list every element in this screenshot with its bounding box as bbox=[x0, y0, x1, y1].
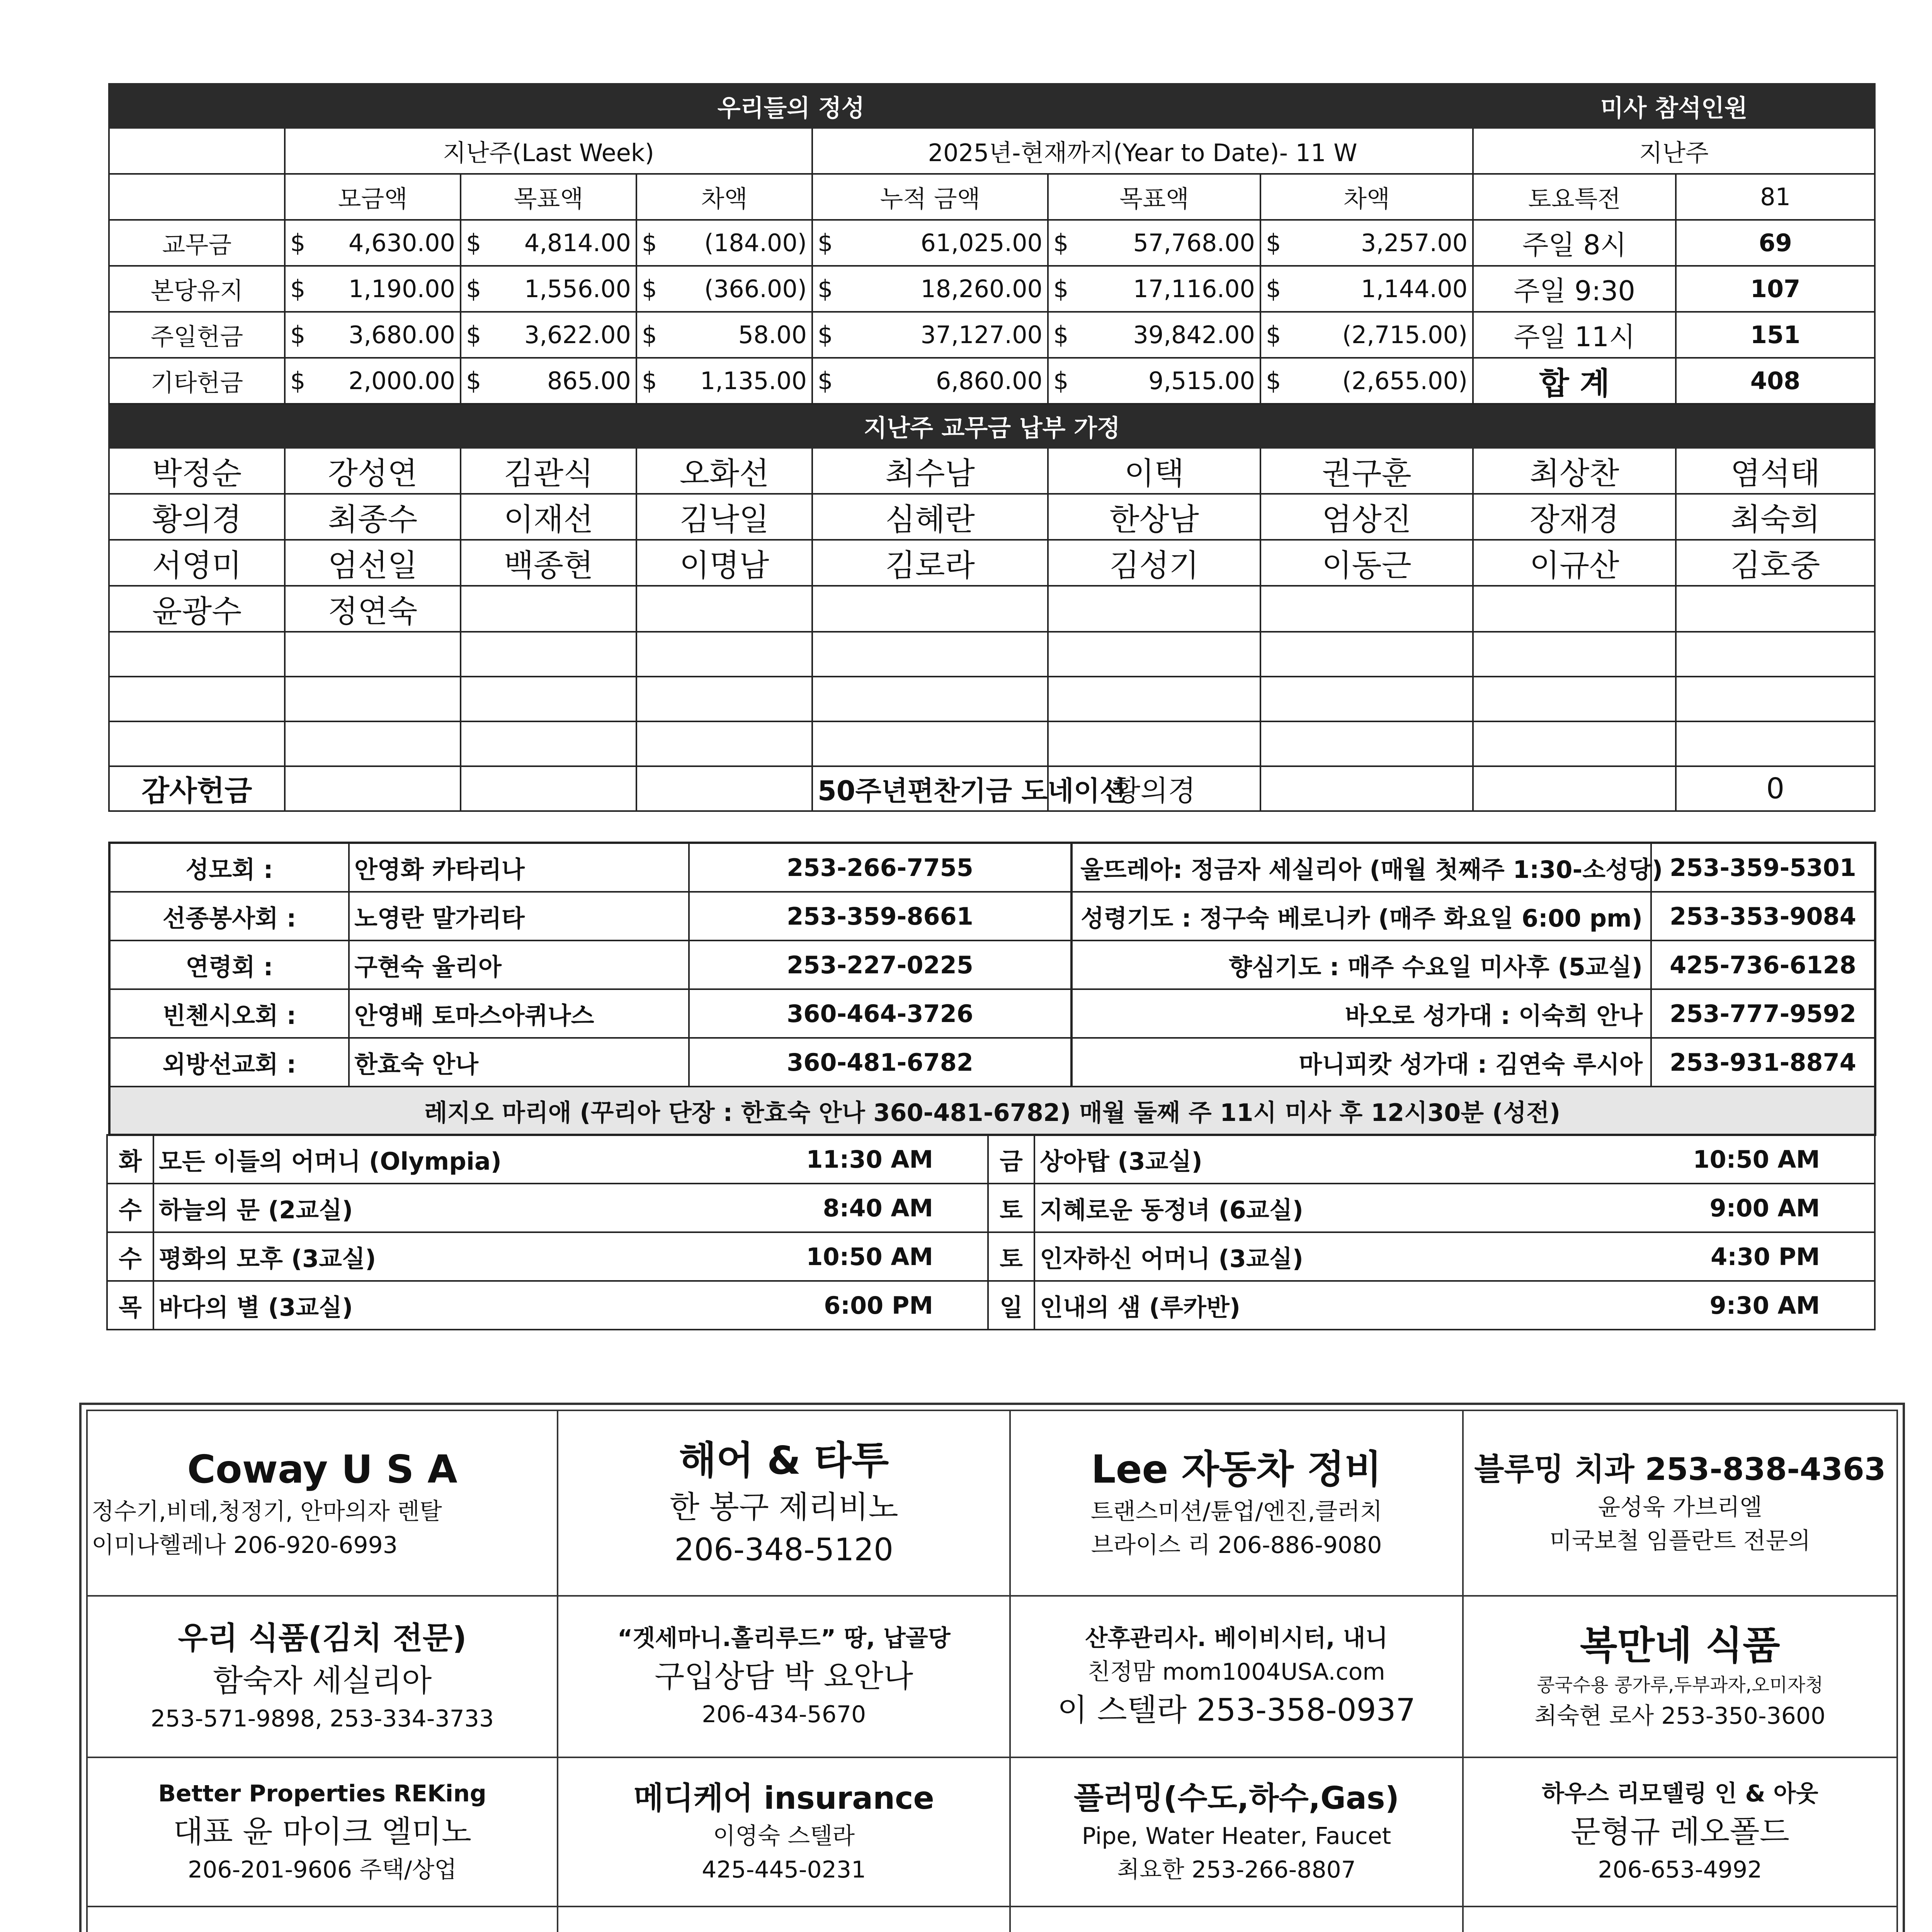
ad-title: Better Properties REKing bbox=[158, 1780, 486, 1807]
ytd-goal-value: 17,116.00 bbox=[1133, 275, 1255, 303]
schedule-row bbox=[107, 1184, 1875, 1232]
ad-card bbox=[558, 1596, 1010, 1757]
mass-count: 151 bbox=[1676, 312, 1875, 358]
currency-symbol: $ bbox=[290, 229, 306, 257]
family-name bbox=[1048, 586, 1260, 632]
lw-diff bbox=[636, 312, 812, 358]
finance-row bbox=[109, 358, 1875, 404]
currency-symbol: $ bbox=[466, 321, 481, 349]
ytd-diff-value: 1,144.00 bbox=[1361, 275, 1468, 303]
currency-symbol: $ bbox=[1053, 229, 1069, 257]
org-leader: 한효숙 안나 bbox=[349, 1038, 689, 1087]
family-name: 백종현 bbox=[461, 540, 636, 586]
ad-title: 메디케어 insurance bbox=[633, 1780, 934, 1816]
lw-goal bbox=[461, 220, 636, 266]
currency-symbol: $ bbox=[818, 321, 833, 349]
mass-label: 토요특전 bbox=[1473, 174, 1676, 220]
org-phone: 253-227-0225 bbox=[689, 940, 1071, 989]
empty-row bbox=[109, 677, 1875, 721]
currency-symbol: $ bbox=[1053, 367, 1069, 395]
ad-line: 미국보철 임플란트 전문의 bbox=[1549, 1527, 1811, 1554]
thanks-row bbox=[109, 766, 1875, 811]
ad-title: “겟세마니.홀리루드” 땅, 납골당 bbox=[617, 1624, 951, 1652]
ad-card bbox=[558, 1757, 1010, 1907]
ad-line: 최숙현 로사 253-350-3600 bbox=[1534, 1702, 1826, 1730]
ad-line: 253-571-9898, 253-334-3733 bbox=[150, 1705, 494, 1733]
ad-title: Lee 자동차 정비 bbox=[1091, 1447, 1382, 1492]
lw-diff bbox=[636, 358, 812, 404]
family-name: 권구훈 bbox=[1260, 448, 1473, 494]
family-name: 최수남 bbox=[812, 448, 1048, 494]
family-name bbox=[461, 586, 636, 632]
currency-symbol: $ bbox=[818, 229, 833, 257]
ad-card bbox=[1463, 1906, 1897, 1932]
mass-count: 107 bbox=[1676, 266, 1875, 312]
ad-card bbox=[558, 1906, 1010, 1932]
ad-row bbox=[87, 1596, 1897, 1757]
ytd-diff bbox=[1260, 312, 1473, 358]
ytd-cumulative bbox=[812, 266, 1048, 312]
family-name: 윤광수 bbox=[109, 586, 285, 632]
finance-title: 우리들의 정성 bbox=[109, 84, 1473, 128]
ytd-goal-value: 57,768.00 bbox=[1133, 229, 1255, 257]
mass-count: 69 bbox=[1676, 220, 1875, 266]
currency-symbol: $ bbox=[1053, 275, 1069, 303]
praesidium-name: 하늘의 문 (2교실) bbox=[153, 1184, 791, 1232]
family-name: 김성기 bbox=[1048, 540, 1260, 586]
schedule-day: 토 bbox=[988, 1184, 1034, 1232]
ytd-cumulative-value: 61,025.00 bbox=[920, 229, 1043, 257]
ad-title: 우리 식품(김치 전문) bbox=[178, 1620, 467, 1656]
ytd-cumulative bbox=[812, 312, 1048, 358]
org-leader: 안영배 토마스아퀴나스 bbox=[349, 989, 689, 1038]
ads-section bbox=[79, 1403, 1905, 1932]
family-name: 엄선일 bbox=[285, 540, 461, 586]
schedule-day: 목 bbox=[107, 1281, 153, 1330]
ad-title: Coway U S A bbox=[187, 1447, 457, 1492]
empty-row bbox=[109, 721, 1875, 766]
org-row bbox=[109, 940, 1875, 989]
currency-symbol: $ bbox=[1266, 275, 1281, 303]
family-name: 이택 bbox=[1048, 448, 1260, 494]
ad-line: 구입상담 박 요안나 bbox=[655, 1658, 913, 1694]
currency-symbol: $ bbox=[642, 321, 657, 349]
lw-goal-value: 865.00 bbox=[547, 367, 631, 395]
org-right-text: 울뜨레아: 정금자 세실리아 (매월 첫째주 1:30-소성당) bbox=[1071, 843, 1651, 892]
ad-card bbox=[1010, 1906, 1463, 1932]
ad-line: 브라이스 리 206-886-9080 bbox=[1091, 1532, 1382, 1559]
lw-collected-value: 3,680.00 bbox=[348, 321, 455, 349]
family-name: 이재선 bbox=[461, 494, 636, 540]
ytd-diff bbox=[1260, 220, 1473, 266]
lw-collected-value: 1,190.00 bbox=[348, 275, 455, 303]
org-leader: 노영란 말가리타 bbox=[349, 892, 689, 940]
meeting-time: 6:00 PM bbox=[791, 1281, 988, 1330]
total-count: 408 bbox=[1676, 358, 1875, 404]
family-name: 정연숙 bbox=[285, 586, 461, 632]
legio-row bbox=[109, 1087, 1875, 1135]
ad-line: 206-653-4992 bbox=[1598, 1856, 1762, 1883]
family-name: 박정순 bbox=[109, 448, 285, 494]
mass-label: 주일 8시 bbox=[1473, 220, 1676, 266]
meeting-time: 10:50 AM bbox=[1672, 1135, 1875, 1184]
currency-symbol: $ bbox=[1266, 321, 1281, 349]
currency-symbol: $ bbox=[290, 321, 306, 349]
praesidium-name: 상아탑 (3교실) bbox=[1034, 1135, 1672, 1184]
ad-line: 206-348-5120 bbox=[674, 1532, 894, 1568]
org-right-text: 성령기도 : 정구숙 베로니카 (매주 화요일 6:00 pm) bbox=[1071, 892, 1651, 940]
family-name: 최숙희 bbox=[1676, 494, 1875, 540]
ytd-goal bbox=[1048, 220, 1260, 266]
org-right-phone: 253-353-9084 bbox=[1651, 892, 1875, 940]
organizations-table bbox=[108, 842, 1876, 1136]
lw-diff-value: 58.00 bbox=[738, 321, 807, 349]
org-row bbox=[109, 892, 1875, 940]
currency-symbol: $ bbox=[1053, 321, 1069, 349]
ad-line: 친정맘 mom1004USA.com bbox=[1088, 1658, 1385, 1685]
ad-line: 콩국수용 콩가루,두부과자,오미자청 bbox=[1537, 1674, 1823, 1696]
org-right-text: 바오로 성가대 : 이숙희 안나 bbox=[1071, 989, 1651, 1038]
ad-card bbox=[87, 1410, 558, 1596]
lw-collected bbox=[285, 358, 461, 404]
col-cumulative: 누적 금액 bbox=[812, 174, 1048, 220]
ad-line: 함숙자 세실리아 bbox=[213, 1663, 432, 1699]
ytd-goal bbox=[1048, 312, 1260, 358]
ytd-goal bbox=[1048, 266, 1260, 312]
org-leader: 안영화 카타리나 bbox=[349, 843, 689, 892]
ad-card bbox=[87, 1906, 558, 1932]
ad-title: 복만네 식품 bbox=[1580, 1623, 1780, 1668]
col-diff-ytd: 차액 bbox=[1260, 174, 1473, 220]
ad-row bbox=[87, 1410, 1897, 1596]
finance-header-bar bbox=[109, 84, 1875, 128]
lw-diff-value: (366.00) bbox=[704, 275, 807, 303]
currency-symbol: $ bbox=[466, 229, 481, 257]
finance-table bbox=[108, 83, 1876, 812]
meeting-time: 10:50 AM bbox=[791, 1232, 988, 1281]
ad-card bbox=[1010, 1596, 1463, 1757]
family-row bbox=[109, 586, 1875, 632]
lw-goal bbox=[461, 312, 636, 358]
currency-symbol: $ bbox=[642, 367, 657, 395]
lw-diff-value: (184.00) bbox=[704, 229, 807, 257]
category-label: 기타헌금 bbox=[109, 358, 285, 404]
ad-line: 윤성욱 가브리엘 bbox=[1598, 1493, 1762, 1521]
ytd-diff-value: 3,257.00 bbox=[1361, 229, 1468, 257]
col-diff: 차액 bbox=[636, 174, 812, 220]
org-phone: 253-266-7755 bbox=[689, 843, 1071, 892]
last-week-header: 지난주(Last Week) bbox=[285, 128, 812, 174]
family-name: 이규산 bbox=[1473, 540, 1676, 586]
ad-card bbox=[1010, 1410, 1463, 1596]
lw-goal bbox=[461, 358, 636, 404]
ad-title: 산후관리사. 베이비시터, 내니 bbox=[1085, 1624, 1388, 1652]
lw-collected bbox=[285, 312, 461, 358]
family-row bbox=[109, 540, 1875, 586]
org-right-phone: 253-359-5301 bbox=[1651, 843, 1875, 892]
ad-card bbox=[1463, 1410, 1897, 1596]
family-name: 이동근 bbox=[1260, 540, 1473, 586]
currency-symbol: $ bbox=[818, 275, 833, 303]
lw-goal-value: 1,556.00 bbox=[524, 275, 631, 303]
family-name: 김로라 bbox=[812, 540, 1048, 586]
ad-title: 해어 & 타투 bbox=[679, 1438, 889, 1483]
ad-line: 206-201-9606 주택/상업 bbox=[187, 1856, 457, 1883]
family-name bbox=[636, 586, 812, 632]
family-name: 김호중 bbox=[1676, 540, 1875, 586]
ytd-diff bbox=[1260, 266, 1473, 312]
currency-symbol: $ bbox=[466, 275, 481, 303]
families-header-bar bbox=[109, 404, 1875, 448]
ad-line: 425-445-0231 bbox=[702, 1856, 866, 1883]
fund-label: 50주년편찬기금 도네이션 bbox=[812, 766, 1048, 811]
lw-goal-value: 3,622.00 bbox=[524, 321, 631, 349]
ad-line: Pipe, Water Heater, Faucet bbox=[1082, 1822, 1391, 1850]
org-phone: 253-359-8661 bbox=[689, 892, 1071, 940]
meeting-time: 9:30 AM bbox=[1672, 1281, 1875, 1330]
family-name: 강성연 bbox=[285, 448, 461, 494]
ad-line: 대표 윤 마이크 엘미노 bbox=[173, 1813, 471, 1850]
schedule-row bbox=[107, 1135, 1875, 1184]
schedule-row bbox=[107, 1232, 1875, 1281]
lw-diff bbox=[636, 220, 812, 266]
meeting-time: 11:30 AM bbox=[791, 1135, 988, 1184]
col-goal: 목표액 bbox=[461, 174, 636, 220]
currency-symbol: $ bbox=[642, 275, 657, 303]
col-goal-ytd: 목표액 bbox=[1048, 174, 1260, 220]
attendance-title: 미사 참석인원 bbox=[1473, 84, 1875, 128]
currency-symbol: $ bbox=[290, 367, 306, 395]
praesidium-name: 인내의 샘 (루카반) bbox=[1034, 1281, 1672, 1330]
finance-row bbox=[109, 312, 1875, 358]
family-name bbox=[1676, 586, 1875, 632]
ytd-cumulative-value: 6,860.00 bbox=[935, 367, 1043, 395]
praesidium-name: 바다의 별 (3교실) bbox=[153, 1281, 791, 1330]
ad-card bbox=[1463, 1596, 1897, 1757]
org-label: 외방선교회 : bbox=[109, 1038, 349, 1087]
lw-diff-value: 1,135.00 bbox=[700, 367, 807, 395]
praesidium-name: 지혜로운 동정녀 (6교실) bbox=[1034, 1184, 1672, 1232]
ad-title: 플러밍(수도,하수,Gas) bbox=[1073, 1780, 1400, 1816]
schedule-day: 일 bbox=[988, 1281, 1034, 1330]
schedule-day: 수 bbox=[107, 1232, 153, 1281]
lw-collected bbox=[285, 220, 461, 266]
currency-symbol: $ bbox=[466, 367, 481, 395]
ytd-diff bbox=[1260, 358, 1473, 404]
org-right-phone: 425-736-6128 bbox=[1651, 940, 1875, 989]
ad-card bbox=[558, 1410, 1010, 1596]
legio-schedule-table bbox=[106, 1134, 1876, 1330]
family-name bbox=[1473, 586, 1676, 632]
family-name: 서영미 bbox=[109, 540, 285, 586]
finance-row bbox=[109, 266, 1875, 312]
lw-collected-value: 4,630.00 bbox=[348, 229, 455, 257]
family-name: 오화선 bbox=[636, 448, 812, 494]
schedule-day: 토 bbox=[988, 1232, 1034, 1281]
ad-row bbox=[87, 1906, 1897, 1932]
family-name: 황의경 bbox=[109, 494, 285, 540]
meeting-time: 8:40 AM bbox=[791, 1184, 988, 1232]
praesidium-name: 모든 이들의 어머니 (Olympia) bbox=[153, 1135, 791, 1184]
praesidium-name: 인자하신 어머니 (3교실) bbox=[1034, 1232, 1672, 1281]
legio-text: 레지오 마리애 (꾸리아 단장 : 한효숙 안나 360-481-6782) 매월 둘째 주 11시 미사 후 12시30분 (성전) bbox=[109, 1087, 1875, 1135]
ytd-cumulative bbox=[812, 220, 1048, 266]
org-row bbox=[109, 843, 1875, 892]
org-right-text: 마니피캇 성가대 : 김연숙 루시아 bbox=[1071, 1038, 1651, 1087]
org-phone: 360-464-3726 bbox=[689, 989, 1071, 1038]
currency-symbol: $ bbox=[1266, 229, 1281, 257]
ad-card bbox=[87, 1596, 558, 1757]
families-title: 지난주 교무금 납부 가정 bbox=[109, 404, 1875, 448]
family-name: 김낙일 bbox=[636, 494, 812, 540]
family-name: 심혜란 bbox=[812, 494, 1048, 540]
col-collected: 모금액 bbox=[285, 174, 461, 220]
org-right-phone: 253-777-9592 bbox=[1651, 989, 1875, 1038]
ad-title: 하우스 리모델링 인 & 아웃 bbox=[1542, 1780, 1818, 1807]
fund-donor: 황의경 bbox=[1048, 766, 1260, 811]
currency-symbol: $ bbox=[1266, 367, 1281, 395]
family-name: 한상남 bbox=[1048, 494, 1260, 540]
ytd-goal bbox=[1048, 358, 1260, 404]
lw-diff bbox=[636, 266, 812, 312]
category-label: 교무금 bbox=[109, 220, 285, 266]
ads-grid bbox=[86, 1410, 1898, 1932]
ytd-diff-value: (2,715.00) bbox=[1342, 321, 1468, 349]
ad-line: 한 봉구 제리비노 bbox=[669, 1489, 898, 1526]
org-label: 선종봉사회 : bbox=[109, 892, 349, 940]
empty-row bbox=[109, 632, 1875, 677]
ytd-goal-value: 9,515.00 bbox=[1148, 367, 1255, 395]
ad-line: 206-434-5670 bbox=[702, 1701, 866, 1728]
org-row bbox=[109, 1038, 1875, 1087]
attendance-last-week-header: 지난주 bbox=[1473, 128, 1875, 174]
meeting-time: 4:30 PM bbox=[1672, 1232, 1875, 1281]
family-row bbox=[109, 494, 1875, 540]
lw-goal bbox=[461, 266, 636, 312]
ad-card bbox=[1463, 1757, 1897, 1907]
ytd-diff-value: (2,655.00) bbox=[1342, 367, 1468, 395]
lw-goal-value: 4,814.00 bbox=[524, 229, 631, 257]
schedule-day: 화 bbox=[107, 1135, 153, 1184]
currency-symbol: $ bbox=[818, 367, 833, 395]
schedule-row bbox=[107, 1281, 1875, 1330]
org-label: 연령회 : bbox=[109, 940, 349, 989]
family-name: 엄상진 bbox=[1260, 494, 1473, 540]
category-label: 본당유지 bbox=[109, 266, 285, 312]
ytd-cumulative bbox=[812, 358, 1048, 404]
lw-collected bbox=[285, 266, 461, 312]
org-right-text: 향심기도 : 매주 수요일 미사후 (5교실) bbox=[1071, 940, 1651, 989]
ad-line: 문형규 레오폴드 bbox=[1570, 1813, 1789, 1850]
ad-line: 최요한 253-266-8807 bbox=[1117, 1856, 1356, 1883]
schedule-day: 금 bbox=[988, 1135, 1034, 1184]
thanks-label: 감사헌금 bbox=[109, 766, 285, 811]
org-label: 빈첸시오회 : bbox=[109, 989, 349, 1038]
ad-line: 트랜스미션/튠업/엔진,클러치 bbox=[1090, 1498, 1383, 1526]
mass-label: 주일 11시 bbox=[1473, 312, 1676, 358]
mass-label: 주일 9:30 bbox=[1473, 266, 1676, 312]
family-name: 이명남 bbox=[636, 540, 812, 586]
lw-collected-value: 2,000.00 bbox=[348, 367, 455, 395]
family-name bbox=[812, 586, 1048, 632]
family-name: 염석태 bbox=[1676, 448, 1875, 494]
family-name: 장재경 bbox=[1473, 494, 1676, 540]
org-leader: 구현숙 율리아 bbox=[349, 940, 689, 989]
family-name: 최종수 bbox=[285, 494, 461, 540]
mass-count: 81 bbox=[1676, 174, 1875, 220]
ytd-cumulative-value: 37,127.00 bbox=[920, 321, 1043, 349]
family-name bbox=[1260, 586, 1473, 632]
ad-line: 정수기,비데,청정기, 안마의자 렌탈 bbox=[92, 1498, 442, 1526]
total-label: 합 계 bbox=[1473, 358, 1676, 404]
ytd-header: 2025년-현재까지(Year to Date)- 11 W bbox=[812, 128, 1473, 174]
org-phone: 360-481-6782 bbox=[689, 1038, 1071, 1087]
family-name: 최상찬 bbox=[1473, 448, 1676, 494]
org-label: 성모회 : bbox=[109, 843, 349, 892]
schedule-day: 수 bbox=[107, 1184, 153, 1232]
org-right-phone: 253-931-8874 bbox=[1651, 1038, 1875, 1087]
ytd-goal-value: 39,842.00 bbox=[1133, 321, 1255, 349]
family-row bbox=[109, 448, 1875, 494]
fund-amount: 0 bbox=[1676, 766, 1875, 811]
ad-title: 블루밍 치과 253-838-4363 bbox=[1474, 1451, 1886, 1487]
ad-line: 이 스텔라 253-358-0937 bbox=[1057, 1692, 1416, 1728]
ad-line: 이영숙 스텔라 bbox=[713, 1822, 855, 1850]
ad-row bbox=[87, 1757, 1897, 1907]
ad-card bbox=[1010, 1757, 1463, 1907]
currency-symbol: $ bbox=[290, 275, 306, 303]
ytd-cumulative-value: 18,260.00 bbox=[920, 275, 1043, 303]
category-label: 주일헌금 bbox=[109, 312, 285, 358]
currency-symbol: $ bbox=[642, 229, 657, 257]
ad-line: 이미나헬레나 206-920-6993 bbox=[92, 1532, 398, 1559]
org-row bbox=[109, 989, 1875, 1038]
ad-card bbox=[87, 1757, 558, 1907]
meeting-time: 9:00 AM bbox=[1672, 1184, 1875, 1232]
finance-row bbox=[109, 220, 1875, 266]
family-name: 김관식 bbox=[461, 448, 636, 494]
praesidium-name: 평화의 모후 (3교실) bbox=[153, 1232, 791, 1281]
